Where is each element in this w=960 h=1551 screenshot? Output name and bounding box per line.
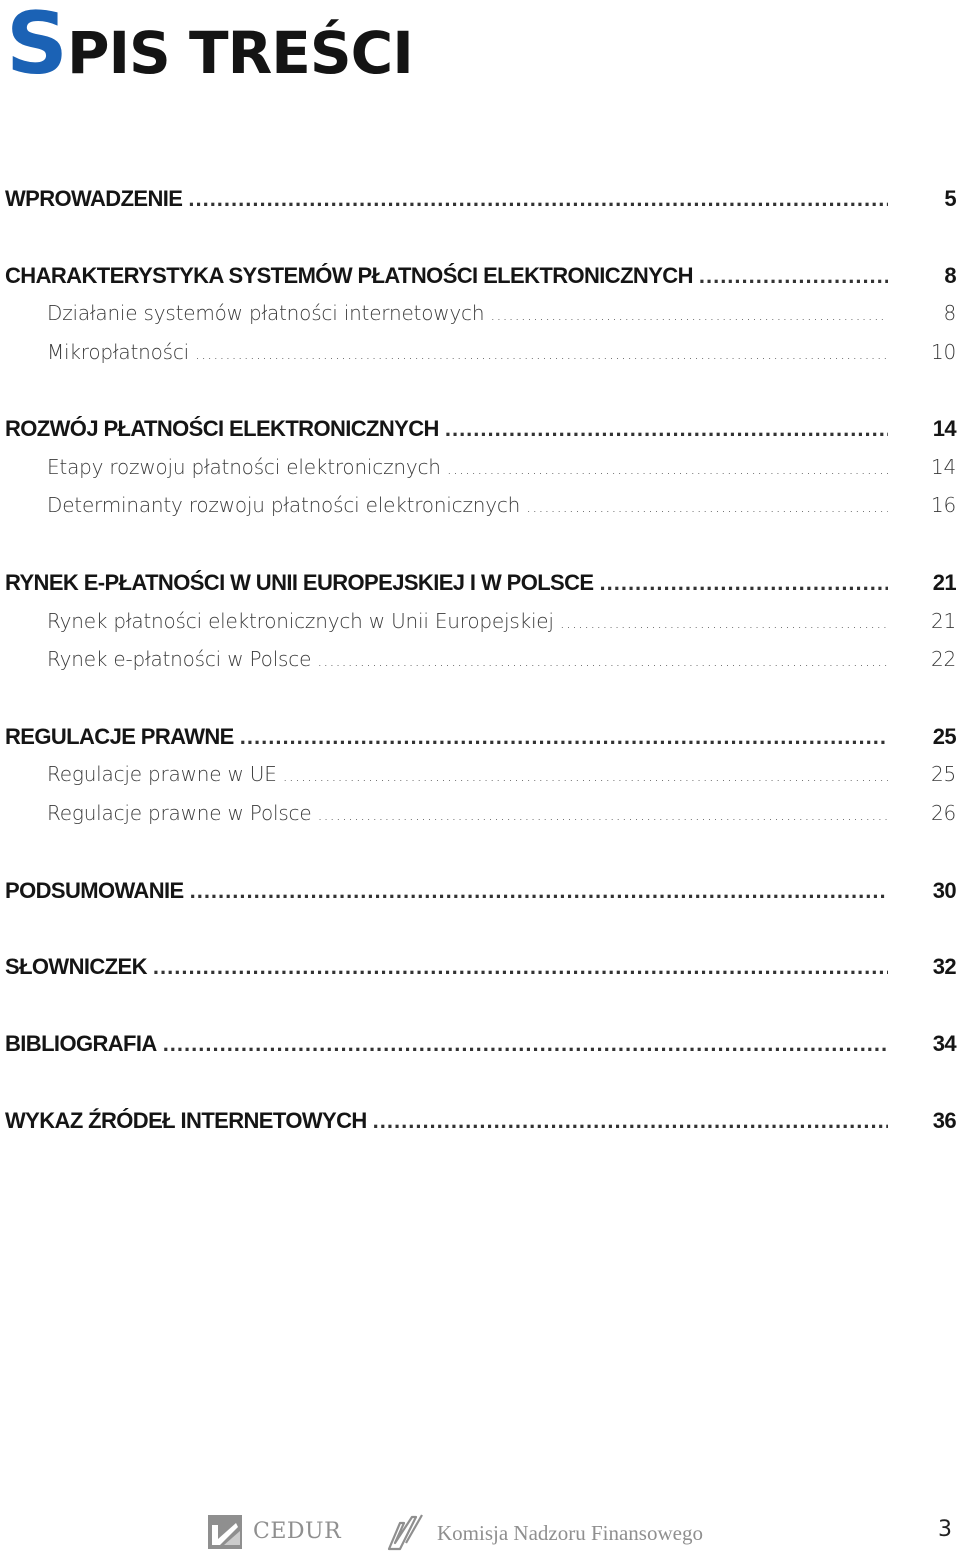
leader-dots xyxy=(195,344,888,363)
toc-entry-page: 8 xyxy=(943,301,956,325)
toc-subentry-rynek-polska[interactable] xyxy=(0,647,960,679)
leader-dots xyxy=(240,724,888,750)
leader-dots xyxy=(447,459,888,478)
toc-entry-label: Regulacje prawne w Polsce xyxy=(47,801,312,825)
leader-dots xyxy=(600,570,889,596)
leader-dots xyxy=(190,878,888,904)
toc-subentry-dzialanie[interactable] xyxy=(0,301,960,333)
toc-entry-page: 22 xyxy=(930,647,956,671)
leader-dots xyxy=(317,805,888,824)
toc-entry-bibliografia[interactable] xyxy=(0,1031,960,1063)
leader-dots xyxy=(373,1108,888,1134)
toc-entry-label: Rynek płatności elektronicznych w Unii Europejskiej xyxy=(47,609,554,633)
toc-entry-rozwoj[interactable] xyxy=(0,416,960,448)
toc-entry-page: 8 xyxy=(944,263,956,288)
toc-entry-page: 14 xyxy=(930,455,956,479)
toc-subentry-regulacje-polska[interactable] xyxy=(0,801,960,833)
knf-logo-icon xyxy=(386,1513,426,1551)
toc-entry-page: 21 xyxy=(932,570,956,595)
leader-dots xyxy=(490,305,888,324)
page-number: 3 xyxy=(938,1517,952,1542)
page-footer xyxy=(0,1505,960,1550)
toc-entry-label: WYKAZ ŹRÓDEŁ INTERNETOWYCH xyxy=(5,1108,367,1133)
leader-dots xyxy=(317,651,888,670)
toc-entry-label: ROZWÓJ PŁATNOŚCI ELEKTRONICZNYCH xyxy=(5,416,439,441)
leader-dots xyxy=(163,1031,888,1057)
toc-entry-page: 10 xyxy=(930,340,956,364)
leader-dots xyxy=(699,263,888,289)
toc-entry-label: PODSUMOWANIE xyxy=(5,878,184,903)
toc-entry-wykaz[interactable] xyxy=(0,1108,960,1140)
leader-dots xyxy=(445,416,888,442)
toc-subentry-mikroplatnosci[interactable] xyxy=(0,340,960,372)
toc-entry-label: CHARAKTERYSTYKA SYSTEMÓW PŁATNOŚCI ELEKTRONICZNYCH xyxy=(5,263,693,288)
toc-entry-regulacje[interactable] xyxy=(0,724,960,756)
leader-dots xyxy=(526,497,888,516)
toc-entry-label: RYNEK E-PŁATNOŚCI W UNII EUROPEJSKIEJ I W POLSCE xyxy=(5,570,594,595)
toc-entry-page: 14 xyxy=(932,416,956,441)
leader-dots xyxy=(560,613,888,632)
toc-entry-label: REGULACJE PRAWNE xyxy=(5,724,234,749)
toc-entry-label: SŁOWNICZEK xyxy=(5,954,147,979)
knf-logo-text: Komisja Nadzoru Finansowego xyxy=(437,1521,703,1545)
toc-entry-page: 21 xyxy=(930,609,956,633)
toc-entry-page: 25 xyxy=(932,724,956,749)
toc-entry-label: BIBLIOGRAFIA xyxy=(5,1031,157,1056)
toc-entry-label: WPROWADZENIE xyxy=(5,186,183,211)
title-rest: PIS TREŚCI xyxy=(66,19,413,87)
toc-entry-page: 30 xyxy=(932,878,956,903)
leader-dots xyxy=(283,766,888,785)
toc-entry-label: Działanie systemów płatności internetowych xyxy=(47,301,485,325)
toc-entry-label: Rynek e-płatności w Polsce xyxy=(47,647,312,671)
toc-entry-label: Regulacje prawne w UE xyxy=(47,762,277,786)
toc-entry-page: 32 xyxy=(932,954,956,979)
toc-entry-page: 5 xyxy=(944,186,956,211)
toc-entry-page: 16 xyxy=(930,493,956,517)
toc-entry-wprowadzenie[interactable] xyxy=(0,186,960,218)
toc-entry-label: Determinanty rozwoju płatności elektronicznych xyxy=(47,493,521,517)
toc-entry-page: 26 xyxy=(930,801,956,825)
toc-entry-label: Etapy rozwoju płatności elektronicznych xyxy=(47,455,441,479)
cedur-logo-text: CEDUR xyxy=(253,1519,342,1544)
toc-subentry-regulacje-ue[interactable] xyxy=(0,762,960,794)
toc-entry-page: 25 xyxy=(930,762,956,786)
toc-entry-rynek[interactable] xyxy=(0,570,960,602)
toc-entry-charakterystyka[interactable] xyxy=(0,263,960,295)
toc-entry-page: 36 xyxy=(932,1108,956,1133)
title-initial: S xyxy=(6,0,67,94)
toc-entry-page: 34 xyxy=(932,1031,956,1056)
toc-entry-podsumowanie[interactable] xyxy=(0,878,960,910)
toc-entry-label: Mikropłatności xyxy=(47,340,189,364)
toc-entry-slowniczek[interactable] xyxy=(0,954,960,986)
toc-subentry-etapy[interactable] xyxy=(0,455,960,487)
toc-subentry-rynek-ue[interactable] xyxy=(0,609,960,641)
leader-dots xyxy=(153,954,888,980)
toc-subentry-determinanty[interactable] xyxy=(0,493,960,525)
leader-dots xyxy=(188,186,888,212)
cedur-logo-icon xyxy=(208,1515,242,1549)
